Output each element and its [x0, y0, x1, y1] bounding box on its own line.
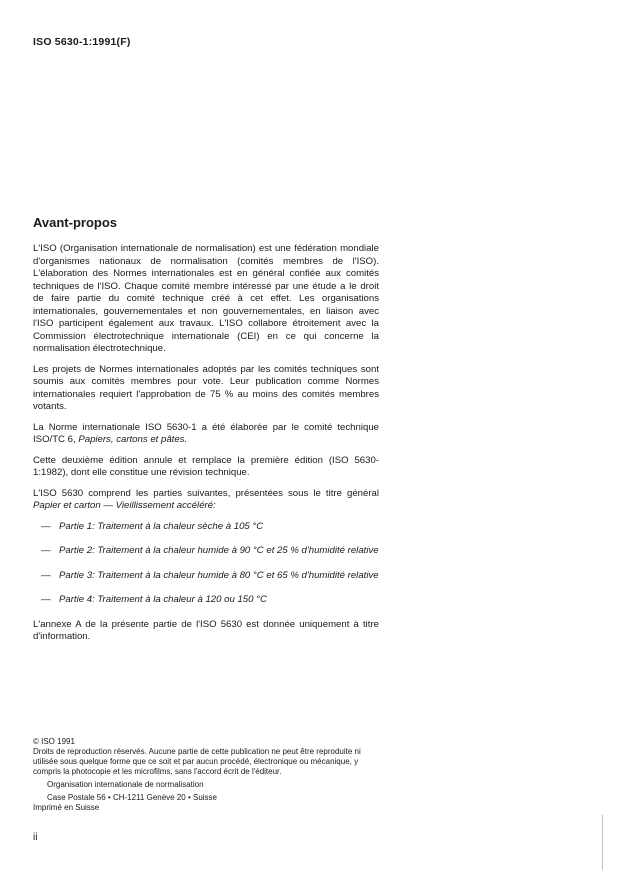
list-item — [33, 545, 379, 558]
printed-in: Imprimé en Suisse — [33, 803, 100, 812]
document-id-header: ISO 5630-1:1991(F) — [33, 36, 131, 48]
paragraph-parts-intro — [33, 488, 379, 513]
committee-title: Papiers, cartons et pâtes. — [78, 434, 188, 445]
copyright-footer — [33, 737, 379, 813]
paragraph-annex-note: L'annexe A de la présente partie de l'ISO 5630 est donnée uniquement à titre d'information. — [33, 618, 379, 642]
list-item — [33, 521, 379, 534]
dash-bullet: — — [41, 520, 51, 532]
general-title: Papier et carton — Vieillissement accéléré: — [33, 500, 216, 511]
page-number: ii — [33, 832, 38, 843]
parts-intro-text: L'ISO 5630 comprend les parties suivantes, présentées sous le titre général — [33, 487, 379, 499]
paragraph-elaboration — [33, 422, 379, 447]
organisation-name: Organisation internationale de normalisation — [47, 780, 204, 789]
copyright-line: © ISO 1991 — [33, 737, 75, 746]
parts-list — [33, 521, 379, 607]
elaboration-text: La Norme internationale ISO 5630-1 a été élaborée par le comité technique ISO/TC 6, — [33, 421, 379, 445]
paragraph-iso-intro: L'ISO (Organisation internationale de normalisation) est une fédération mondiale d'organismes nationaux de normalisation (comités membres de l'ISO). L'élaboration des Normes internationales est en général confiée aux comités techniques de l'ISO. Chaque comité membre intéressé par une étude a le droit de faire partie du comité technique créé à cet effet. Les organisations internationales, gouvernementales et non gouvernementales, en liaison avec l'ISO participent également aux travaux. L'ISO collabore étroitement avec la Commission électrotechnique internationale (CEI) en ce qui concerne la normalisation électrotechnique. — [33, 243, 379, 354]
foreword-body — [33, 243, 379, 652]
part-text: Partie 1: Traitement à la chaleur sèche à 105 °C — [59, 520, 264, 532]
postal-address: Case Postale 56 • CH-1211 Genève 20 • Suisse — [47, 793, 217, 802]
dash-bullet: — — [41, 594, 51, 605]
part-text: Partie 3: Traitement à la chaleur humide à 80 °C et 65 % d'humidité relative — [59, 569, 379, 581]
list-item — [33, 570, 379, 583]
part-text: Partie 2: Traitement à la chaleur humide à 90 °C et 25 % d'humidité relative — [59, 545, 379, 556]
dash-bullet: — — [41, 545, 51, 556]
paragraph-edition-note: Cette deuxième édition annule et remplace la première édition (ISO 5630-1:1982), dont elle constitue une révision technique. — [33, 454, 379, 478]
scan-edge-line — [602, 815, 603, 870]
foreword-title: Avant-propos — [33, 215, 118, 230]
paragraph-draft-standards: Les projets de Normes internationales adoptés par les comités techniques sont soumis aux comités membres pour vote. Leur publication comme Normes internationales requiert l'approbation de 75 % au moins des comités membres votants. — [33, 363, 379, 412]
dash-bullet: — — [41, 569, 51, 581]
part-text: Partie 4: Traitement à la chaleur à 120 ou 150 °C — [59, 594, 267, 605]
rights-notice: Droits de reproduction réservés. Aucune partie de cette publication ne peut être reproduite ni utilisée sous quelque forme que ce soit et par aucun procédé, électronique ou mécanique, y compris la photocopie et les microfilms, sans l'accord écrit de l'éditeur. — [33, 747, 361, 776]
list-item — [33, 594, 379, 607]
